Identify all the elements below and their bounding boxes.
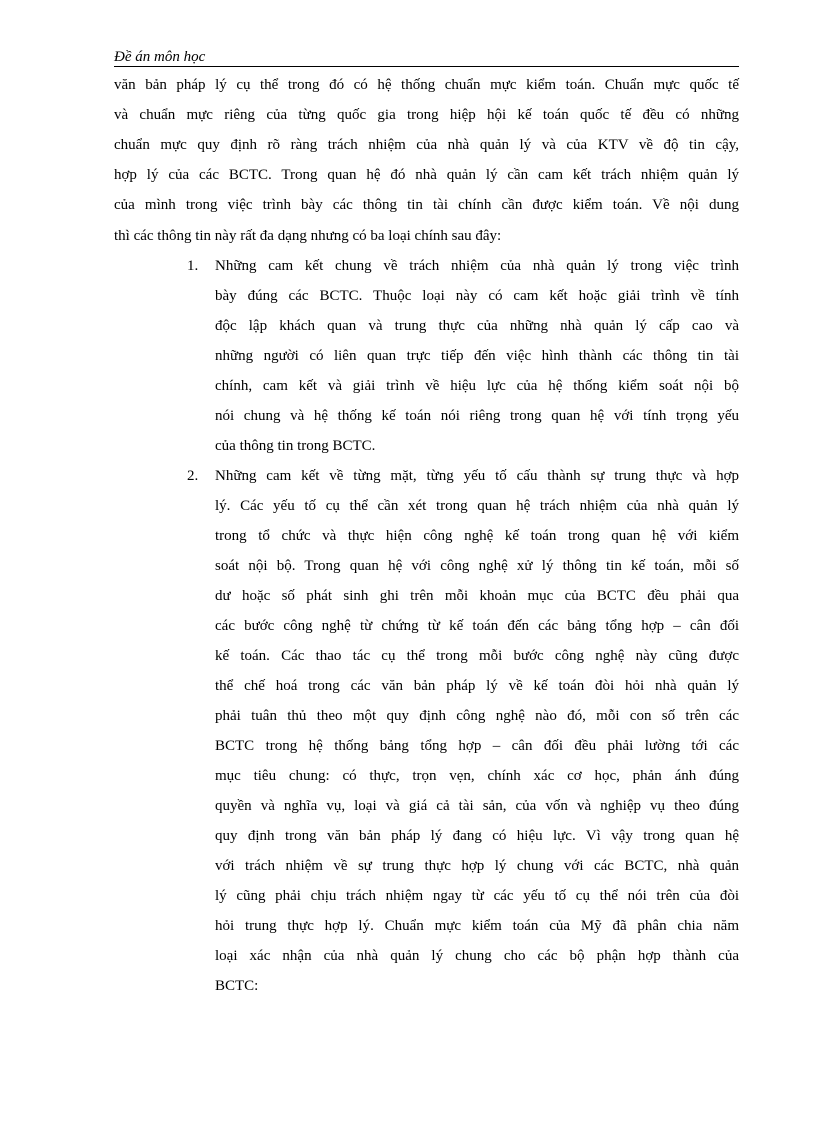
text-line: quyền và nghĩa vụ, loại và giá cả tài sản, của vốn và nghiệp vụ theo đúng — [215, 798, 739, 814]
text-line: trong tổ chức và thực hiện công nghệ kế toán trong quan hệ với kiểm — [215, 528, 739, 544]
text-line: hợp lý của các BCTC. Trong quan hệ đó nhà quản lý cần cam kết trách nhiệm quản lý — [114, 167, 739, 183]
page-header — [114, 46, 739, 67]
text-line: thì các thông tin này rất đa dạng nhưng có ba loại chính sau đây: — [114, 228, 502, 244]
text-line: quy định trong văn bản pháp lý đang có hiệu lực. Vì vậy trong quan hệ — [215, 828, 739, 844]
text-line: của thông tin trong BCTC. — [215, 438, 376, 454]
text-line: Những cam kết về từng mặt, từng yếu tố cấu thành sự trung thực và hợp — [215, 468, 739, 484]
text-line: bày đúng các BCTC. Thuộc loại này có cam kết hoặc giải trình về tính — [215, 288, 739, 304]
text-line: của mình trong việc trình bày các thông tin tài chính cần được kiểm toán. Về nội dung — [114, 197, 739, 213]
text-line: và chuẩn mực riêng của từng quốc gia trong hiệp hội kế toán quốc tế đều có những — [114, 107, 739, 123]
text-line: chính, cam kết và giải trình về hiệu lực của hệ thống kiểm soát nội bộ — [215, 378, 739, 394]
text-line: chuẩn mực quy định rõ ràng trách nhiệm của nhà quản lý và của KTV về độ tin cậy, — [114, 137, 739, 153]
text-line: mục tiêu chung: có thực, trọn vẹn, chính xác cơ học, phản ánh đúng — [215, 768, 739, 784]
text-line: hỏi trung thực hợp lý. Chuẩn mực kiểm toán của Mỹ đã phân chia năm — [215, 918, 739, 934]
list-item-number: 2. — [187, 468, 199, 484]
text-line: BCTC trong hệ thống bảng tổng hợp – cân đối đều phải lường tới các — [215, 738, 739, 754]
text-line: lý. Các yếu tố cụ thể cần xét trong quan hệ trách nhiệm của nhà quản lý — [215, 498, 739, 514]
text-line: với trách nhiệm về sự trung thực hợp lý chung với các BCTC, nhà quản — [215, 858, 739, 874]
text-line: Những cam kết chung về trách nhiệm của nhà quản lý trong việc trình — [215, 258, 739, 274]
text-line: nói chung và hệ thống kế toán nói riêng trong quan hệ với tính trọng yếu — [215, 408, 739, 424]
text-line: độc lập khách quan và trung thực của những nhà quản lý cấp cao và — [215, 318, 739, 334]
text-line: thể chế hoá trong các văn bản pháp lý về kế toán đòi hỏi nhà quản lý — [215, 678, 739, 694]
list-item-number: 1. — [187, 258, 199, 274]
text-line: dư hoặc số phát sinh ghi trên mỗi khoản mục của BCTC đều phải qua — [215, 588, 739, 604]
text-line: phải tuân thủ theo một quy định công nghệ nào đó, mỗi con số trên các — [215, 708, 739, 724]
text-line: lý cũng phải chịu trách nhiệm ngay từ các yếu tố cụ thể nói trên của đòi — [215, 888, 739, 904]
text-line: loại xác nhận của nhà quản lý chung cho các bộ phận hợp thành của — [215, 948, 739, 964]
text-line: BCTC: — [215, 978, 259, 994]
header-title: Đề án môn học — [114, 49, 206, 65]
text-line: kế toán. Các thao tác cụ thể trong mỗi bước công nghệ này cũng được — [215, 648, 739, 664]
text-line: văn bản pháp lý cụ thể trong đó có hệ thống chuẩn mực kiểm toán. Chuẩn mực quốc tế — [114, 77, 739, 93]
text-line: soát nội bộ. Trong quan hệ với công nghệ xử lý thông tin kế toán, mỗi số — [215, 558, 739, 574]
text-line: những người có liên quan trực tiếp đến việc hình thành các thông tin tài — [215, 348, 739, 364]
text-line: các bước công nghệ từ chứng từ kế toán đến các bảng tổng hợp – cân đối — [215, 618, 739, 634]
